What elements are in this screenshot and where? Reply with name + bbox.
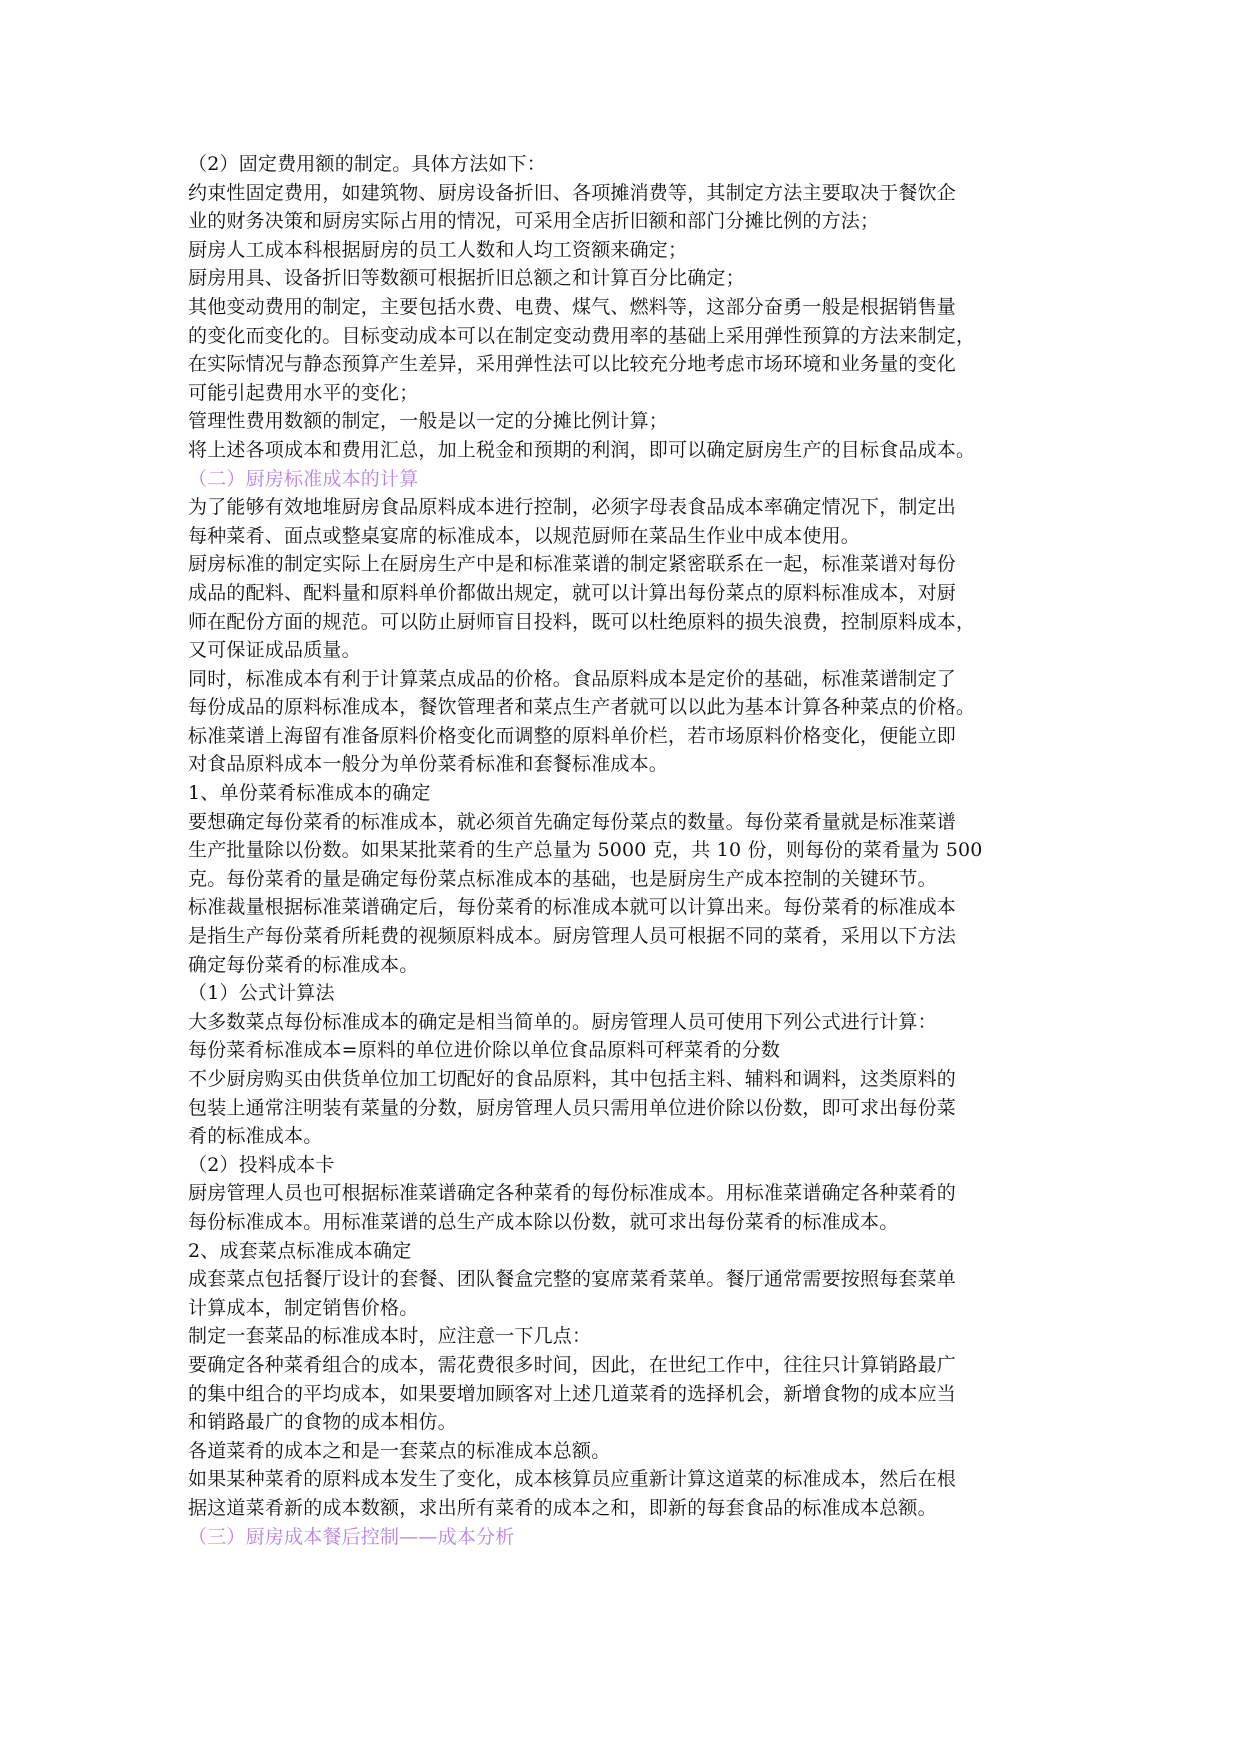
text-line: 每种菜肴、面点或整桌宴席的标准成本，以规范厨师在菜品生作业中成本使用。 xyxy=(188,524,861,547)
text-line: 和销路最广的食物的成本相仿。 xyxy=(188,1411,457,1434)
text-line: 每份成品的原料标准成本，餐饮管理者和菜点生产者就可以以此为基本计算各种菜点的价格。 xyxy=(188,696,976,719)
text-line: 标准菜谱上海留有准备原料价格变化而调整的原料单价栏，若市场原料价格变化，便能立即 xyxy=(188,724,957,747)
text-line: 又可保证成品质量。 xyxy=(188,639,361,662)
text-line: 厨房用具、设备折旧等数额可根据折旧总额之和计算百分比确定； xyxy=(188,267,745,290)
text-line: 是指生产每份菜肴所耗费的视频原料成本。厨房管理人员可根据不同的菜肴，采用以下方法 xyxy=(188,925,957,948)
text-line: 师在配份方面的规范。可以防止厨师盲目投料，既可以杜绝原料的损失浪费，控制原料成本， xyxy=(188,610,976,633)
text-line: 每份菜肴标准成本=原料的单位进价除以单位食品原料可秤菜肴的分数 xyxy=(188,1039,781,1062)
text-line: 包装上通常注明装有菜量的分数，厨房管理人员只需用单位进价除以份数，即可求出每份菜 xyxy=(188,1096,957,1119)
text-line: 厨房标准的制定实际上在厨房生产中是和标准菜谱的制定紧密联系在一起，标准菜谱对每份 xyxy=(188,553,957,576)
text-line: 业的财务决策和厨房实际占用的情况，可采用全店折旧额和部门分摊比例的方法； xyxy=(188,210,880,233)
text-line: （2）固定费用额的制定。具体方法如下： xyxy=(188,153,546,175)
text-line: （1）公式计算法 xyxy=(188,982,335,1005)
text-line: 为了能够有效地堆厨房食品原料成本进行控制，必须字母表食品成本率确定情况下，制定出 xyxy=(188,496,957,519)
section-heading: （二）厨房标准成本的计算 xyxy=(188,467,419,490)
text-line: 要确定各种菜肴组合的成本，需花费很多时间，因此，在世纪工作中，往往只计算销路最广 xyxy=(188,1353,957,1376)
text-line: 厨房人工成本科根据厨房的员工人数和人均工资额来确定； xyxy=(188,238,688,261)
text-line: 成套菜点包括餐厅设计的套餐、团队餐盒完整的宴席菜肴菜单。餐厅通常需要按照每套菜单 xyxy=(188,1268,957,1291)
text-line: 将上述各项成本和费用汇总，加上税金和预期的利润，即可以确定厨房生产的目标食品成本。 xyxy=(188,438,976,461)
text-line: 成品的配料、配料量和原料单价都做出规定，就可以计算出每份菜点的原料标准成本，对厨 xyxy=(188,581,957,604)
text-line: 不少厨房购买由供货单位加工切配好的食品原料，其中包括主料、辅料和调料，这类原料的 xyxy=(188,1068,957,1090)
text-line: 据这道菜肴新的成本数额，求出所有菜肴的成本之和，即新的每套食品的标准成本总额。 xyxy=(188,1496,937,1519)
text-line: 管理性费用数额的制定，一般是以一定的分摊比例计算； xyxy=(188,410,669,433)
text-line: 生产批量除以份数。如果某批菜肴的生产总量为 5000 克，共 10 份，则每份的菜肴量为 500 xyxy=(188,839,983,862)
text-line: 克。每份菜肴的量是确定每份菜点标准成本的基础，也是厨房生产成本控制的关键环节。 xyxy=(188,867,937,890)
text-line: 确定每份菜肴的标准成本。 xyxy=(188,953,419,976)
text-line: 每份标准成本。用标准菜谱的总生产成本除以份数，就可求出每份菜肴的标准成本。 xyxy=(188,1210,899,1233)
text-line: 要想确定每份菜肴的标准成本，就必须首先确定每份菜点的数量。每份菜肴量就是标准菜谱 xyxy=(188,810,957,833)
document-body xyxy=(188,150,1060,1551)
text-line: （2）投料成本卡 xyxy=(188,1153,335,1176)
text-line: 的变化而变化的。目标变动成本可以在制定变动费用率的基础上采用弹性预算的方法来制定， xyxy=(188,324,976,347)
text-line: 制定一套菜品的标准成本时，应注意一下几点： xyxy=(188,1325,592,1348)
text-line: 厨房管理人员也可根据标准菜谱确定各种菜肴的每份标准成本。用标准菜谱确定各种菜肴的 xyxy=(188,1182,957,1205)
text-line: 肴的标准成本。 xyxy=(188,1125,323,1148)
text-line: 对食品原料成本一般分为单份菜肴标准和套餐标准成本。 xyxy=(188,753,669,776)
text-line: 计算成本，制定销售价格。 xyxy=(188,1296,419,1319)
text-line: 各道菜肴的成本之和是一套菜点的标准成本总额。 xyxy=(188,1439,611,1462)
text-line: 标准裁量根据标准菜谱确定后，每份菜肴的标准成本就可以计算出来。每份菜肴的标准成本 xyxy=(188,896,957,919)
text-line: 2、成套菜点标准成本确定 xyxy=(188,1239,412,1262)
text-line: 1、单份菜肴标准成本的确定 xyxy=(188,782,431,805)
text-line: 同时，标准成本有利于计算菜点成品的价格。食品原料成本是定价的基础，标准菜谱制定了 xyxy=(188,667,957,690)
section-heading: （三）厨房成本餐后控制——成本分析 xyxy=(188,1525,515,1548)
text-line: 可能引起费用水平的变化； xyxy=(188,381,419,404)
text-line: 大多数菜点每份标准成本的确定是相当简单的。厨房管理人员可使用下列公式进行计算： xyxy=(188,1010,937,1033)
text-line: 约束性固定费用，如建筑物、厨房设备折旧、各项摊消费等，其制定方法主要取决于餐饮企 xyxy=(188,181,957,204)
text-line: 其他变动费用的制定，主要包括水费、电费、煤气、燃料等，这部分奋勇一般是根据销售量 xyxy=(188,295,957,318)
text-line: 如果某种菜肴的原料成本发生了变化，成本核算员应重新计算这道菜的标准成本，然后在根 xyxy=(188,1468,957,1491)
text-line: 在实际情况与静态预算产生差异，采用弹性法可以比较充分地考虑市场环境和业务量的变化 xyxy=(188,353,957,376)
text-line: 的集中组合的平均成本，如果要增加顾客对上述几道菜肴的选择机会，新增食物的成本应当 xyxy=(188,1382,957,1405)
